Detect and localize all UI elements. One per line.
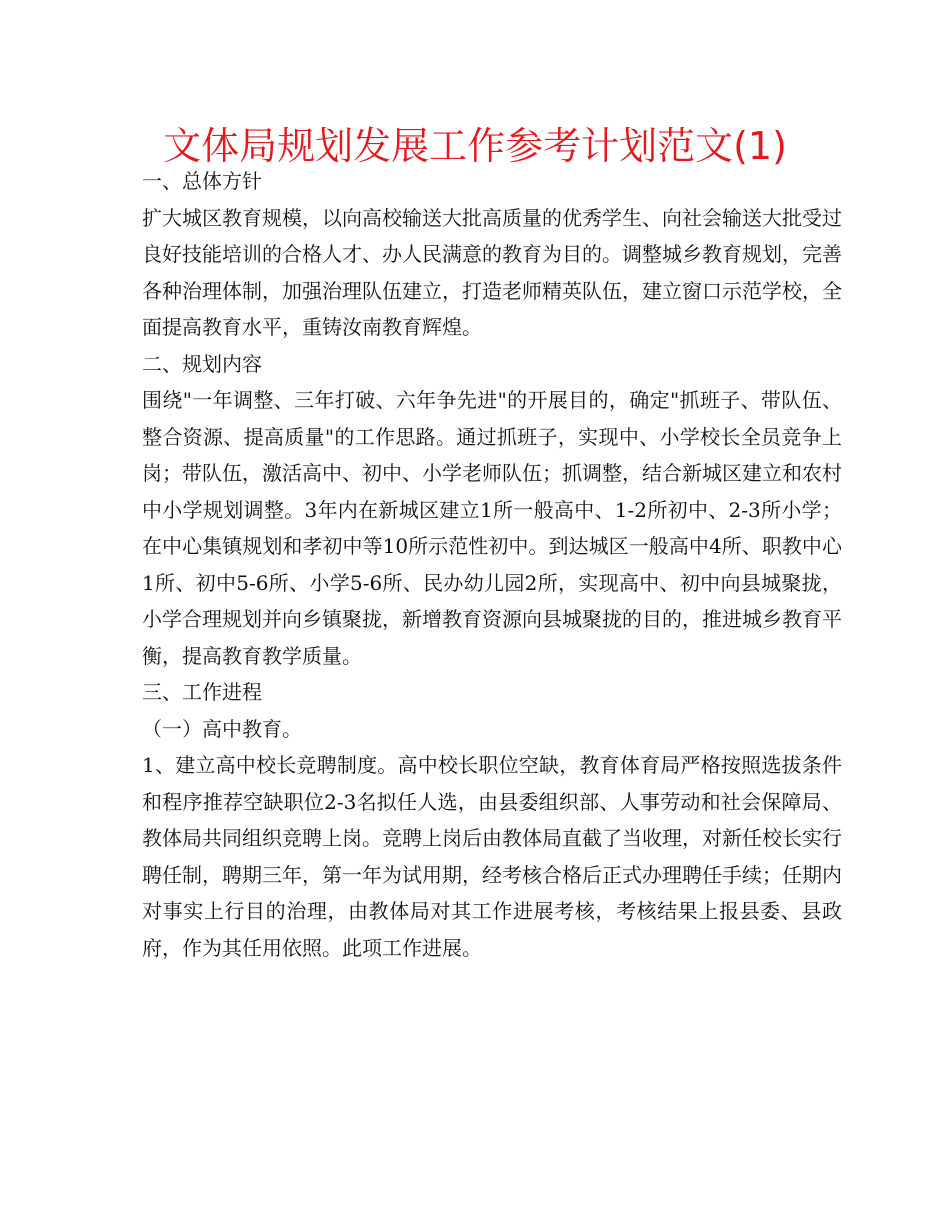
section-heading-overall-policy: 一、总体方针	[142, 169, 262, 193]
paragraph-principal-selection: 1、建立高中校长竞聘制度。高中校长职位空缺，教育体育局严格按照选拔条件和程序推荐空缺职位2-3名拟任人选，由县委组织部、人事劳动和社会保障局、教体局共同组织竞聘上岗。竞聘上岗后由教体局直截了当收理，对新任校长实行聘任制，聘期三年，第一年为试用期，经考核合格后正式办理聘任手续；任期内对事实上行目的治理，由教体局对其工作进展考核，考核结果上报县委、县政府，作为其任用依照。此项工作进展。	[142, 753, 842, 960]
section-heading-plan-content: 二、规划内容	[142, 351, 262, 376]
paragraph-overall-policy: 扩大城区教育规模，以向高校输送大批高质量的优秀学生、向社会输送大批受过良好技能培训的合格人才、办人民满意的教育为目的。调整城乡教育规划，完善各种治理体制，加强治理队伍建立，打造老师精英队伍，建立窗口示范学校，全面提高教育水平，重铸汝南教育辉煌。	[142, 205, 842, 339]
subsection-heading-high-school: （一）高中教育。	[142, 716, 302, 741]
document-body	[142, 163, 842, 966]
paragraph-plan-content: 围绕"一年调整、三年打破、六年争先进"的开展目的，确定"抓班子、带队伍、整合资源、提高质量"的工作思路。通过抓班子，实现中、小学校长全员竞争上岗；带队伍，激活高中、初中、小学老师队伍；抓调整，结合新城区建立和农村中小学规划调整。3年内在新城区建立1所一般高中、1-2所初中、2-3所小学；在中心集镇规划和孝初中等10所示范性初中。到达城区一般高中4所、职教中心1所、初中5-6所、小学5-6所、民办幼儿园2所，实现高中、初中向县城聚拢，小学合理规划并向乡镇聚拢，新增教育资源向县城聚拢的目的，推进城乡教育平衡，提高教育教学质量。	[142, 388, 842, 668]
document-title: 文体局规划发展工作参考计划范文(1)	[163, 124, 787, 168]
section-heading-work-progress: 三、工作进程	[142, 680, 262, 704]
